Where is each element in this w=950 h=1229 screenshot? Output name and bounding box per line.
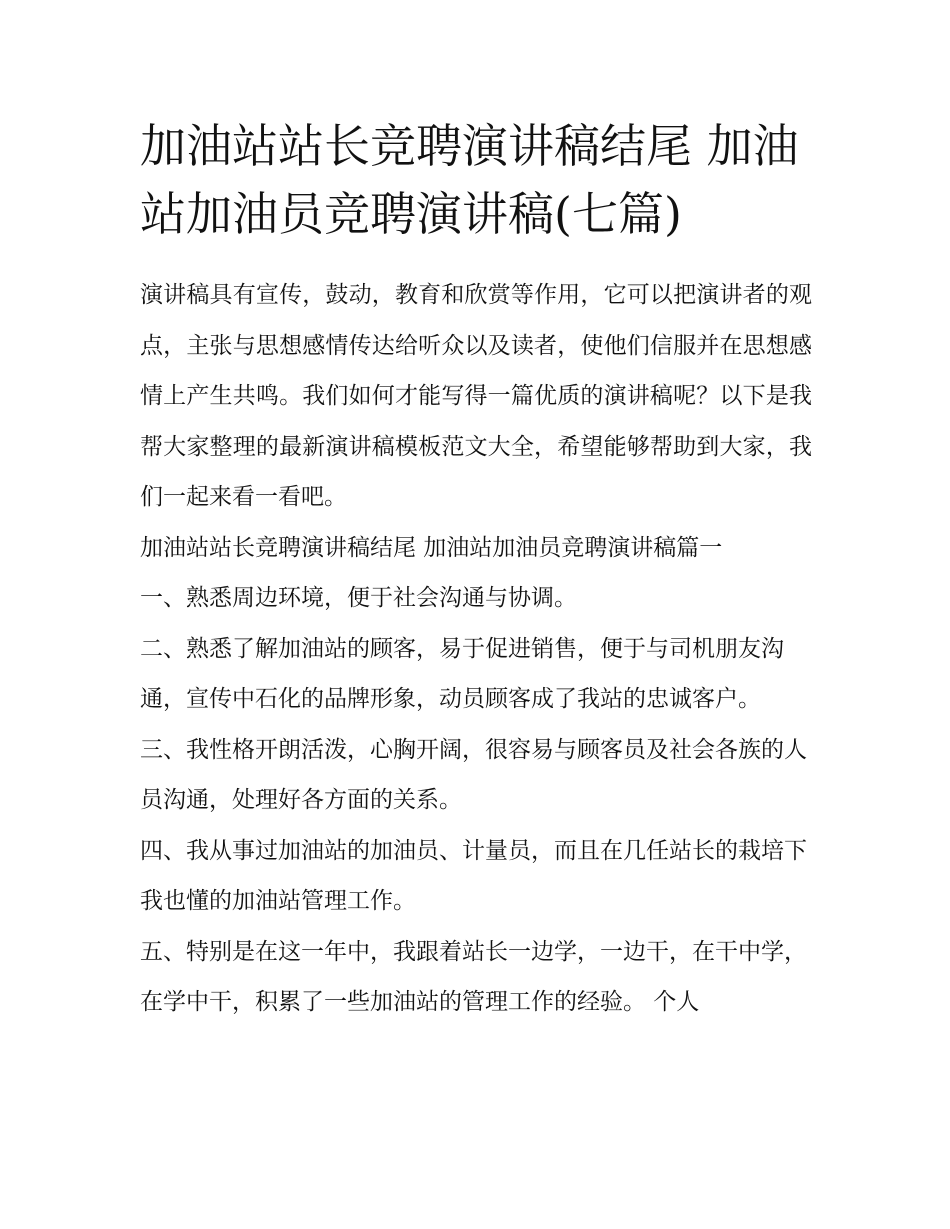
intro-section [140, 270, 812, 523]
document-title: 加油站站长竞聘演讲稿结尾 加油站加油员竞聘演讲稿(七篇) [140, 119, 799, 241]
list-item-5: 五、特别是在这一年中，我跟着站长一边学，一边干，在干中学，在学中干，积累了一些加油站的管理工作的经验。 个人 [140, 938, 807, 1015]
list-item-3: 三、我性格开朗活泼，心胸开阔，很容易与顾客员及社会各族的人员沟通，处理好各方面的关系。 [140, 736, 807, 813]
list-item-4: 四、我从事过加油站的加油员、计量员，而且在几任站长的栽培下我也懂的加油站管理工作。 [140, 837, 807, 914]
list-item-1: 一、熟悉周边环境，便于社会沟通与协调。 [140, 585, 577, 611]
document-content [140, 112, 812, 1028]
intro-paragraph: 演讲稿具有宣传，鼓动，教育和欣赏等作用，它可以把演讲者的观点，主张与思想感情传达给听众以及读者，使他们信服并在思想感情上产生共鸣。我们如何才能写得一篇优质的演讲稿呢？以下是我帮大家整理的最新演讲稿模板范文大全，希望能够帮助到大家，我们一起来看一看吧。 [140, 282, 812, 510]
section-heading: 加油站站长竞聘演讲稿结尾 加油站加油员竞聘演讲稿篇一 [140, 534, 723, 561]
list-item-2: 二、熟悉了解加油站的顾客，易于促进销售，便于与司机朋友沟通，宣传中石化的品牌形象，动员顾客成了我站的忠诚客户。 [140, 635, 784, 712]
